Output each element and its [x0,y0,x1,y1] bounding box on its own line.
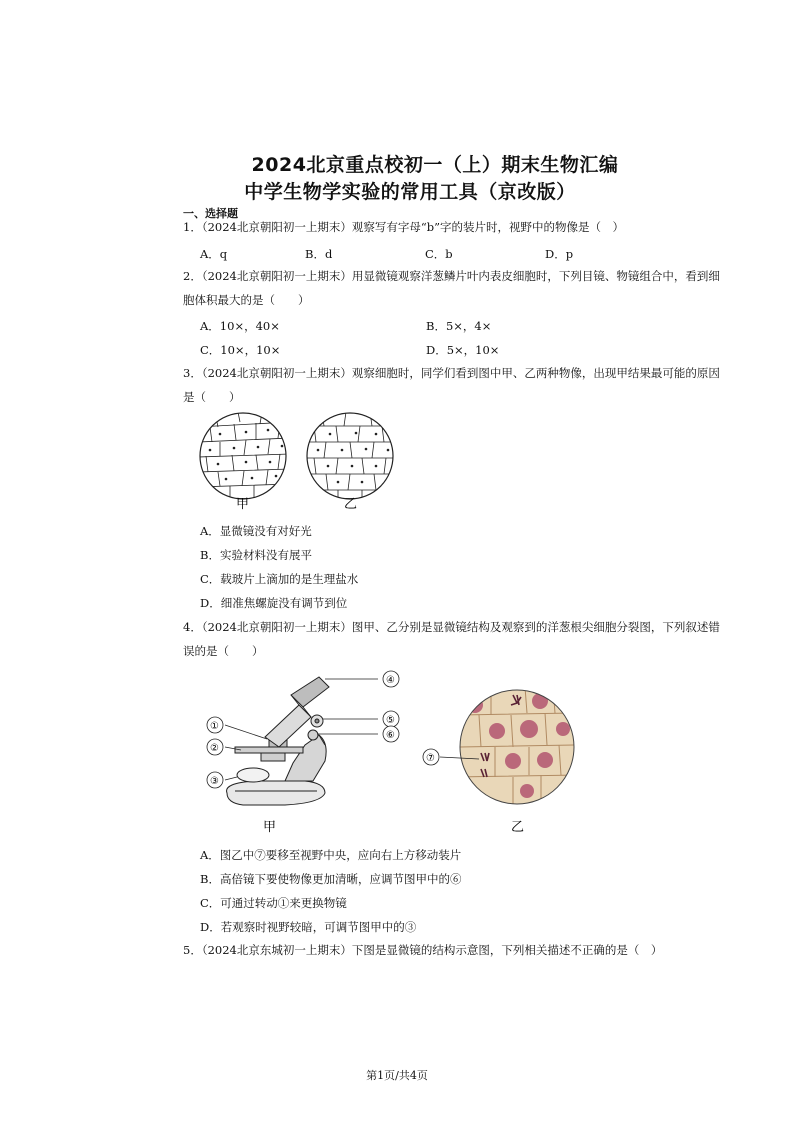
question-2-option-b: B．5×，4× [426,319,492,333]
marker-5: ⑤ [386,715,395,726]
figure-label-yi: 乙 [344,497,358,512]
document-title-line1: 2024北京重点校初一（上）期末生物汇编 [251,154,619,176]
question-1-option-b: B．d [305,247,333,261]
question-2-option-d: D．5×，10× [426,343,500,357]
question-1-option-a: A．q [200,247,228,261]
question-3-figure [190,412,405,512]
microscope-diagram [227,677,329,805]
question-2-stem-line2: 胞体积最大的是（ ） [183,293,310,307]
marker-2: ② [210,743,219,754]
question-2-option-c: C．10×，10× [200,343,281,357]
root-tip-cells-view [457,687,577,807]
section-heading: 一、选择题 [183,207,238,220]
question-4-option-d: D．若观察时视野较暗，可调节图甲中的③ [200,920,417,934]
page-footer: 第1页/共4页 [366,1069,428,1082]
question-1-option-d: D．p [545,247,574,261]
marker-4: ④ [386,675,395,686]
document-title-line2: 中学生物学实验的常用工具（京改版） [244,181,576,203]
question-4-stem-line1: 4．（2024北京朝阳初一上期末）图甲、乙分别是显微镜结构及观察到的洋葱根尖细胞分裂图，下列叙述错 [183,620,720,634]
figure-label-jia: 甲 [236,497,250,512]
question-4-option-a: A．图乙中⑦要移至视野中央，应向右上方移动装片 [200,848,462,862]
question-2-stem-line1: 2．（2024北京朝阳初一上期末）用显微镜观察洋葱鳞片叶内表皮细胞时，下列目镜、物镜组合中，看到细 [183,269,720,283]
question-2-option-a: A．10×，40× [200,319,280,333]
question-1-stem: 1．（2024北京朝阳初一上期末）观察写有字母“b”字的装片时，视野中的物像是（ ） [183,220,624,234]
question-4-option-c: C．可通过转动①来更换物镜 [200,896,347,910]
figure-label-yi: 乙 [511,820,525,835]
marker-3: ③ [210,776,219,787]
question-3-stem-line2: 是（ ） [183,390,241,404]
question-3-option-b: B．实验材料没有展平 [200,548,312,562]
question-1-option-c: C．b [425,247,453,261]
microscope-view-yi [305,412,395,504]
question-3-option-a: A．显微镜没有对好光 [200,524,312,538]
question-4-option-b: B．高倍镜下要使物像更加清晰，应调节图甲中的⑥ [200,872,462,886]
microscope-view-jia [198,412,290,502]
figure-label-jia: 甲 [263,820,277,835]
marker-7: ⑦ [426,753,435,764]
question-3-option-d: D．细准焦螺旋没有调节到位 [200,596,348,610]
question-5-stem: 5．（2024北京东城初一上期末）下图是显微镜的结构示意图，下列相关描述不正确的是（ ） [183,943,663,957]
question-4-figure [195,665,595,840]
question-3-option-c: C．载玻片上滴加的是生理盐水 [200,572,359,586]
marker-6: ⑥ [386,730,395,741]
question-4-stem-line2: 误的是（ ） [183,644,264,658]
marker-1: ① [210,721,219,732]
question-3-stem-line1: 3．（2024北京朝阳初一上期末）观察细胞时，同学们看到图中甲、乙两种物像，出现甲结果最可能的原因 [183,366,720,380]
